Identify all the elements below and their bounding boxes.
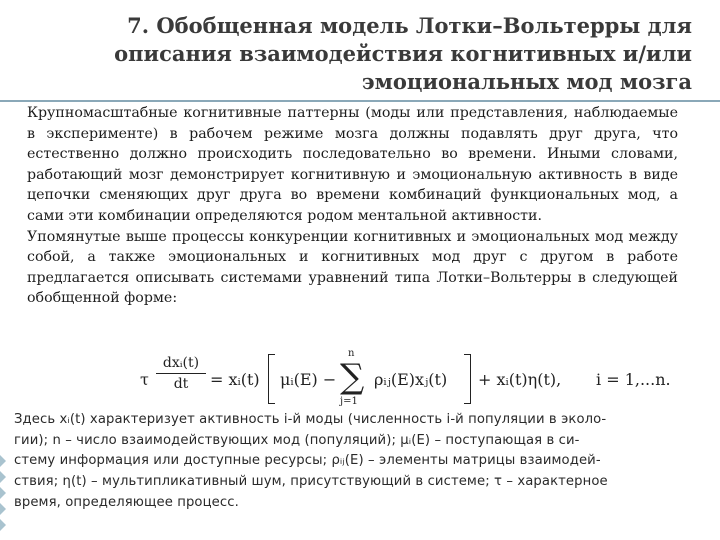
body-paragraph-1: Крупномасштабные когнитивные паттерны (моды или представления, наблюдаемые в эксперименте) в рабочем режиме мозга должны подавлять друг друга, что естественно должно происходить последовательно во времени. Иными словами, работающий мозг демонстрирует когнитивную и эмоциональную активность в виде цепочки сменяющих друг друга во времени комбинаций функциональных мод, а сами эти комбинации определяются родом ментальной активности.: [27, 105, 678, 224]
slide-side-arrows-decoration: [0, 455, 10, 540]
eq-numerator: dxᵢ(t): [162, 355, 200, 371]
lotka-volterra-equation: [140, 348, 700, 408]
title-line-3: эмоциональных мод мозга: [361, 69, 692, 94]
body-paragraph-2: Упомянутые выше процессы конкуренции когнитивных и эмоциональных мод между собой, а также эмоциональных и когнитивных мод друг с другом в работе предлагается описывать системами уравнений типа Лотки–Вольтерры в следующей обобщенной форме:: [27, 228, 678, 307]
scan-line-1: Здесь xᵢ(t) характеризует активность i-й моды (численность i-й популяции в эколо-: [14, 412, 607, 427]
scan-line-2: гии); n – число взаимодействующих мод (популяций); μᵢ(E) – поступающая в си-: [14, 432, 580, 448]
eq-mu: μᵢ(E) −: [280, 370, 337, 389]
scanned-text-block: [14, 410, 704, 514]
body-text: [27, 103, 678, 309]
eq-denominator: dt: [173, 376, 189, 392]
eq-sum-sign: ∑: [340, 357, 365, 397]
eq-lhs-xi: = xᵢ(t): [210, 370, 260, 389]
title-line-2: описания взаимодействия когнитивных и/или: [114, 41, 692, 66]
scan-line-5: время, определяющее процесс.: [14, 494, 239, 510]
eq-right-bracket: [464, 354, 471, 404]
slide-title: [40, 12, 692, 96]
scan-line-3: стему информация или доступные ресурсы; ρᵢⱼ(E) – элементы матрицы взаимодей-: [14, 453, 601, 469]
eq-fraction-bar: [156, 373, 206, 374]
eq-derivative: [156, 354, 206, 393]
eq-noise-term: + xᵢ(t)η(t),: [478, 370, 562, 389]
eq-sum-upper: n: [348, 348, 355, 359]
eq-left-bracket: [268, 354, 275, 404]
scan-line-4: ствия; η(t) – мультипликативный шум, присутствующий в системе; τ – характерное: [14, 474, 608, 490]
title-line-1: 7. Обобщенная модель Лотки–Вольтерры для: [127, 13, 692, 38]
eq-sum-lower: j=1: [340, 396, 358, 407]
title-divider: [0, 100, 720, 102]
eq-index-range: i = 1,...n.: [596, 370, 671, 389]
eq-tau: τ: [140, 370, 149, 389]
eq-rho: ρᵢⱼ(E)xⱼ(t): [374, 370, 448, 389]
